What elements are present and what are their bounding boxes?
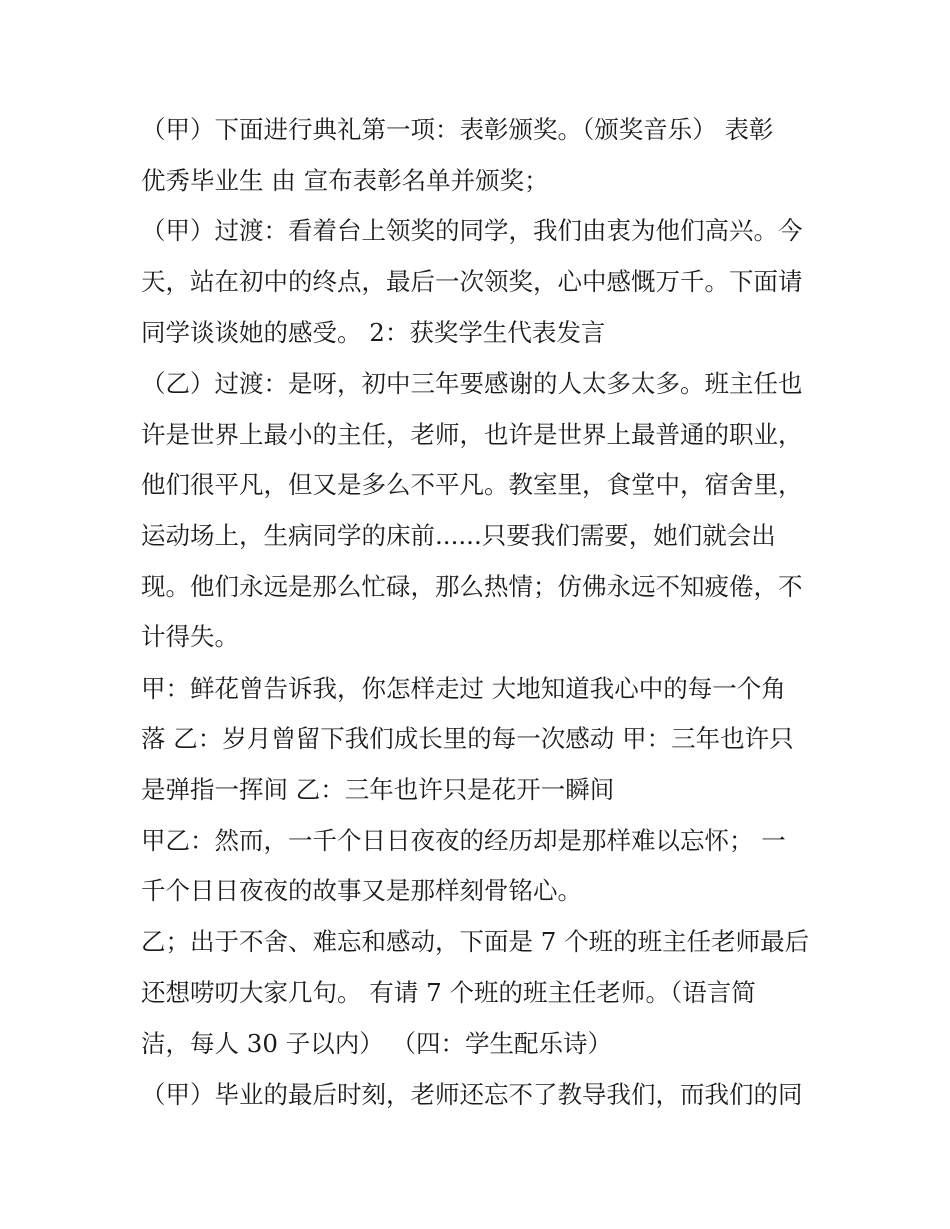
text-line: 同学谈谈她的感受。 2：获奖学生代表发言 <box>141 318 606 347</box>
text-line: （乙）过渡：是呀，初中三年要感谢的人太多太多。班主任也 <box>141 369 803 398</box>
text-line: 还想唠叨大家几句。 有请 7 个班的班主任老师。（语言简 <box>141 978 756 1007</box>
text-line: 现。他们永远是那么忙碌，那么热情；仿佛永远不知疲倦，不 <box>141 572 803 601</box>
text-line: 天，站在初中的终点，最后一次领奖，心中感慨万千。下面请 <box>141 267 803 296</box>
text-line: 洁，每人 30 子以内） （四：学生配乐诗） <box>141 1029 613 1058</box>
text-line: 千个日日夜夜的故事又是那样刻骨铭心。 <box>141 876 582 905</box>
text-line: 甲：鲜花曾告诉我，你怎样走过 大地知道我心中的每一个角 <box>141 674 786 703</box>
text-line: 是弹指一挥间 乙：三年也许只是花开一瞬间 <box>141 775 615 804</box>
text-line: 运动场上，生病同学的床前......只要我们需要，她们就会出 <box>141 521 776 550</box>
text-line: 乙；出于不舍、难忘和感动，下面是 7 个班的班主任老师最后 <box>141 927 810 956</box>
text-line: 甲乙：然而，一千个日日夜夜的经历却是那样难以忘怀； 一 <box>141 826 786 855</box>
text-line: （甲）下面进行典礼第一项：表彰颁奖。（颁奖音乐） 表彰 <box>141 115 774 144</box>
text-line: 计得失。 <box>141 622 239 651</box>
text-line: （甲）过渡：看着台上领奖的同学，我们由衷为他们高兴。今 <box>141 216 803 245</box>
text-line: 优秀毕业生 由 宣布表彰名单并颁奖； <box>141 166 549 195</box>
text-line: 许是世界上最小的主任，老师，也许是世界上最普通的职业， <box>141 420 803 449</box>
text-line: （甲）毕业的最后时刻，老师还忘不了教导我们，而我们的同 <box>141 1080 803 1109</box>
text-line: 他们很平凡，但又是多么不平凡。教室里，食堂中，宿舍里， <box>141 470 803 499</box>
text-line: 落 乙：岁月曾留下我们成长里的每一次感动 甲：三年也许只 <box>141 724 794 753</box>
